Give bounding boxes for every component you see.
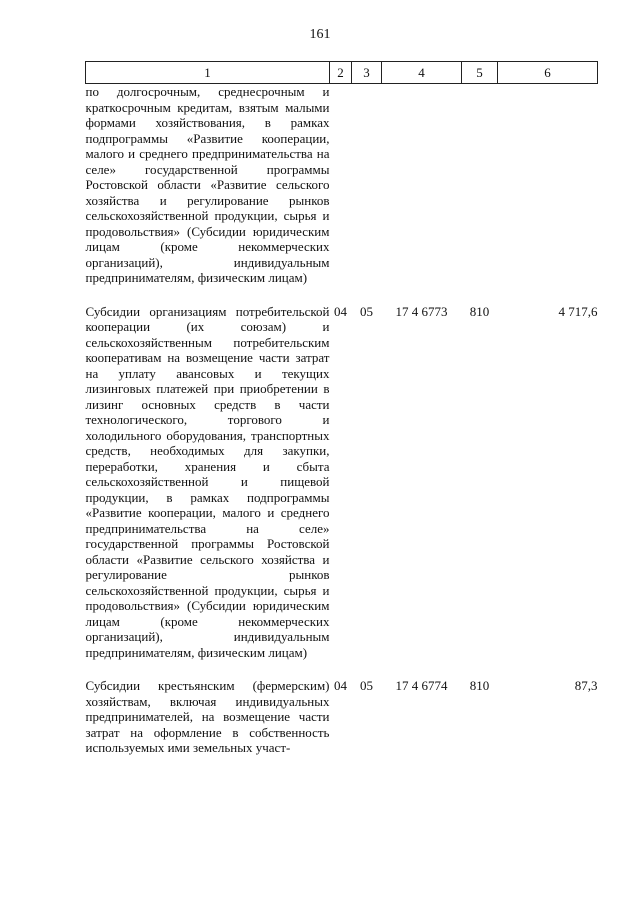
row-spacer [86,660,598,678]
row-target-article-code [382,84,462,286]
row-target-article-code: 17 4 6773 [395,303,448,319]
table-row [86,84,598,286]
row-section-code: 04 [334,678,347,693]
row-description: Субсидии крестьянским (фермерским) хозяйствам, включая индивидуальных предпринимателей, на возмещение части затрат на оформление в собственность используемых ими земельных участ- [85,678,330,755]
table-row [86,678,598,756]
row-description: по долгосрочным, среднесрочным и краткосрочным кредитам, взятым малыми формами хозяйствования, в рамках подпрограммы «Развитие кооперации, малого и среднего предпринимательства на селе» государственной программы Ростовской области «Развитие сельского хозяйства и регулирование рынков сельскохозяйственной продукции, сырья и продовольствия» (Субсидии юридическим лицам (кроме некоммерческих организаций), индивидуальным предпринимателям, физическим лицам) [85,84,330,285]
row-section-code [330,84,352,286]
header-row [86,62,598,84]
column-header-6: 6 [498,62,598,84]
row-subsection-code [352,84,382,286]
column-header-3: 3 [352,62,382,84]
column-header-5: 5 [462,62,498,84]
column-header-4: 4 [382,62,462,84]
column-header-2: 2 [330,62,352,84]
row-spacer [86,286,598,304]
row-expense-type-code: 810 [469,303,490,319]
budget-table [85,61,598,756]
row-subsection-code: 05 [360,678,373,693]
row-amount [498,84,598,286]
row-expense-type-code: 810 [469,678,490,693]
table-row [86,304,598,661]
row-section-code: 04 [334,303,347,319]
page-number: 161 [309,27,331,42]
row-description: Субсидии организациям потребительской кооперации (их союзам) и сельскохозяйственным потребительским кооперативам на возмещение части затрат на уплату авансовых и текущих лизинговых платежей при приобретении в лизинг основных средств в части технологического, торгового и холодильного оборудования, транспортных средств, необходимых для закупки, переработки, хранения и сбыта сельскохозяйственной и пищевой продукции, в рамках подпрограммы «Развитие кооперации, малого и среднего предпринимательства на селе» государственной программы Ростовской области «Развитие сельского хозяйства и регулирование рынков сельскохозяйственной продукции, сырья и продовольствия» (Субсидии юридическим лицам (кроме некоммерческих организаций), индивидуальным предпринимателям, физическим лицам) [85,303,330,660]
row-target-article-code: 17 4 6774 [395,678,448,693]
row-expense-type-code [462,84,498,286]
row-amount: 87,3 [574,678,598,693]
row-amount: 4 717,6 [558,303,598,319]
row-subsection-code: 05 [360,303,373,319]
column-header-1: 1 [86,62,330,84]
